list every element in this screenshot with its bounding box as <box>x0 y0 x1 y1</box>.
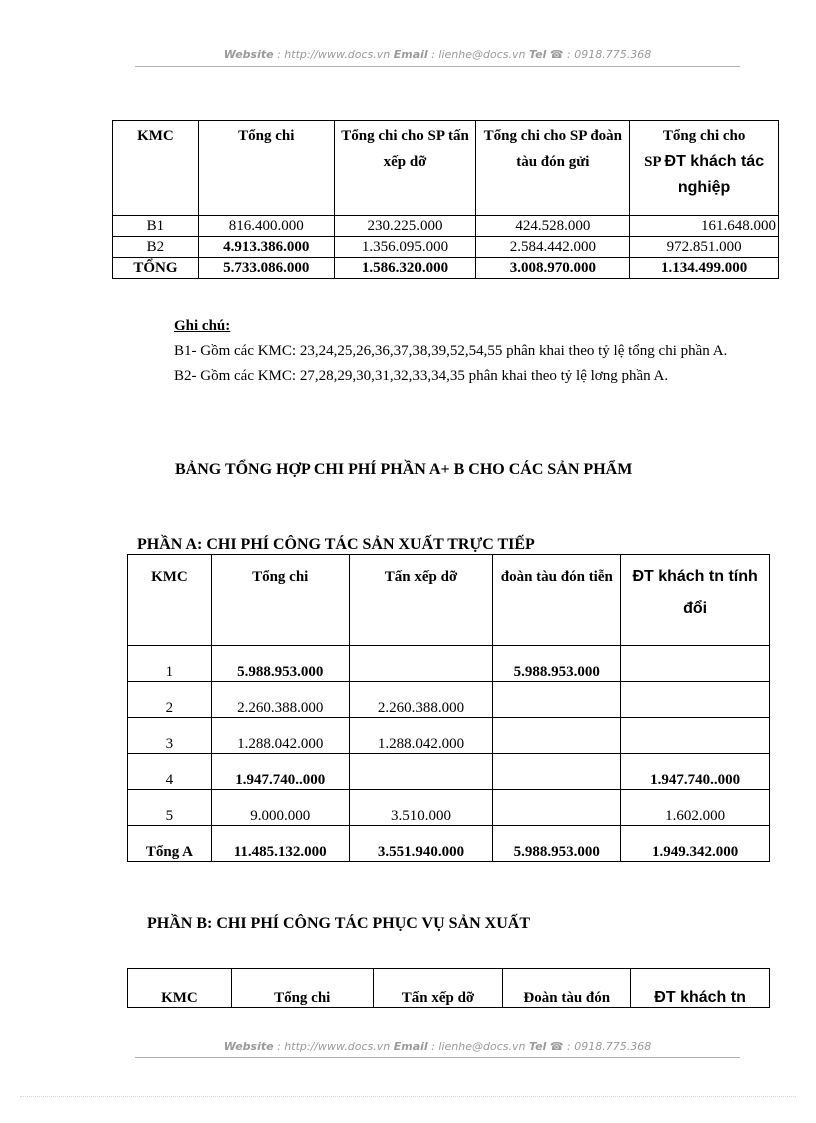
header-cell: Tấn xếp dỡ <box>373 969 503 1008</box>
table-cell: 5 <box>128 790 212 826</box>
table-row <box>128 790 770 826</box>
tel-value: : 0918.775.368 <box>563 48 652 61</box>
header-cell: ĐT khách tn <box>631 969 770 1008</box>
table-cell <box>493 718 621 754</box>
table-header-row <box>113 121 779 216</box>
table-cell: 1.586.320.000 <box>334 258 476 279</box>
table-row <box>113 237 779 258</box>
header-cell: KMC <box>113 121 199 216</box>
website-value: : http://www.docs.vn <box>273 1040 394 1053</box>
phone-icon: ☎ <box>549 1040 564 1053</box>
table-row <box>128 646 770 682</box>
table-cell: 3.551.940.000 <box>349 826 493 862</box>
table-row <box>128 718 770 754</box>
website-label: Website <box>223 48 274 61</box>
header-cell: Tổng chi cho SP đoàn tàu đón gửi <box>476 121 630 216</box>
table-cell: 3.008.970.000 <box>476 258 630 279</box>
header-cell: Tổng chi cho SP tấn xếp dỡ <box>334 121 476 216</box>
header-cell: Đoàn tàu đón <box>503 969 631 1008</box>
header-cell: ĐT khách tn tính đổi <box>621 555 770 646</box>
table-cell <box>621 682 770 718</box>
table-cell <box>493 754 621 790</box>
table-cell: B1 <box>113 216 199 237</box>
table-cell: 2.584.442.000 <box>476 237 630 258</box>
table-cell: 816.400.000 <box>198 216 334 237</box>
table-cell: 2 <box>128 682 212 718</box>
email-value: : lienhe@docs.vn <box>427 48 529 61</box>
table-cell <box>349 754 493 790</box>
table-cell: 5.988.953.000 <box>211 646 349 682</box>
notes-section <box>137 314 742 389</box>
table-cell: 1.356.095.000 <box>334 237 476 258</box>
table-header-row <box>128 555 770 646</box>
table-cell <box>349 646 493 682</box>
header-cell: Tổng chi <box>211 555 349 646</box>
page-header <box>135 48 740 61</box>
table-row <box>128 682 770 718</box>
table-row <box>128 754 770 790</box>
table-cell: 5.733.086.000 <box>198 258 334 279</box>
table-header-row <box>128 969 770 1008</box>
website-value: : http://www.docs.vn <box>273 48 394 61</box>
table-cell <box>493 682 621 718</box>
notes-title: Ghi chú: <box>174 318 231 334</box>
table-row <box>113 258 779 279</box>
page-footer <box>135 1040 740 1053</box>
section-a-heading: PHẦN A: CHI PHÍ CÔNG TÁC SẢN XUẤT TRỰC TIẾP <box>137 536 535 553</box>
table-cell: 9.000.000 <box>211 790 349 826</box>
header-cell: KMC <box>128 969 232 1008</box>
header-cell: đoàn tàu đón tiễn <box>493 555 621 646</box>
summary-table <box>112 120 779 279</box>
section-a-table <box>127 554 770 862</box>
table-cell <box>621 646 770 682</box>
tel-label: Tel <box>528 1040 547 1053</box>
header-cell: Tổng chi <box>198 121 334 216</box>
table-cell: 3 <box>128 718 212 754</box>
table-cell <box>621 718 770 754</box>
email-value: : lienhe@docs.vn <box>427 1040 529 1053</box>
table-cell: 2.260.388.000 <box>349 682 493 718</box>
email-label: Email <box>393 1040 428 1053</box>
table-cell: 4 <box>128 754 212 790</box>
table-row <box>128 826 770 862</box>
header-cell: KMC <box>128 555 212 646</box>
tel-value: : 0918.775.368 <box>563 1040 652 1053</box>
table-cell: 1.288.042.000 <box>349 718 493 754</box>
table-cell: 1.134.499.000 <box>630 258 779 279</box>
tel-label: Tel <box>528 48 547 61</box>
header-cell: Tổng chi <box>231 969 373 1008</box>
header-rule <box>135 66 740 67</box>
note-b1: B1- Gồm các KMC: 23,24,25,26,36,37,38,39,52,54,55 phân khai theo tỷ lệ tổng chi phần A. <box>174 343 728 359</box>
table-cell <box>493 790 621 826</box>
table-cell: 11.485.132.000 <box>211 826 349 862</box>
footer-rule <box>135 1057 740 1058</box>
header-text: ĐT khách tác nghiệp <box>664 153 765 196</box>
table-cell: 2.260.388.000 <box>211 682 349 718</box>
table-cell: 1.947.740..000 <box>621 754 770 790</box>
table-cell: 3.510.000 <box>349 790 493 826</box>
table-row <box>113 216 779 237</box>
table-cell: 424.528.000 <box>476 216 630 237</box>
email-label: Email <box>393 48 428 61</box>
header-cell <box>630 121 779 216</box>
table-cell: TỔNG <box>113 258 199 279</box>
website-label: Website <box>223 1040 274 1053</box>
table-cell: 1.288.042.000 <box>211 718 349 754</box>
table-cell: 161.648.000 <box>630 216 779 237</box>
main-heading: BẢNG TỔNG HỢP CHI PHÍ PHẦN A+ B CHO CÁC SẢN PHẨM <box>175 461 633 478</box>
header-text: SP <box>644 154 665 170</box>
header-text: Tổng chi cho <box>662 128 746 144</box>
section-b-table <box>127 968 770 1008</box>
page-bottom-divider <box>20 1096 796 1097</box>
table-cell: 5.988.953.000 <box>493 826 621 862</box>
table-cell: 1.949.342.000 <box>621 826 770 862</box>
note-b2: B2- Gồm các KMC: 27,28,29,30,31,32,33,34,35 phân khai theo tỷ lệ lơng phần A. <box>174 368 669 384</box>
table-cell: Tổng A <box>128 826 212 862</box>
table-cell: 972.851.000 <box>630 237 779 258</box>
table-cell: B2 <box>113 237 199 258</box>
table-cell: 1 <box>128 646 212 682</box>
header-cell: Tấn xếp dỡ <box>349 555 493 646</box>
table-cell: 4.913.386.000 <box>198 237 334 258</box>
phone-icon: ☎ <box>549 48 564 61</box>
table-cell: 230.225.000 <box>334 216 476 237</box>
table-cell: 5.988.953.000 <box>493 646 621 682</box>
table-cell: 1.602.000 <box>621 790 770 826</box>
table-cell: 1.947.740..000 <box>211 754 349 790</box>
section-b-heading: PHẦN B: CHI PHÍ CÔNG TÁC PHỤC VỤ SẢN XUẤT <box>147 915 530 932</box>
